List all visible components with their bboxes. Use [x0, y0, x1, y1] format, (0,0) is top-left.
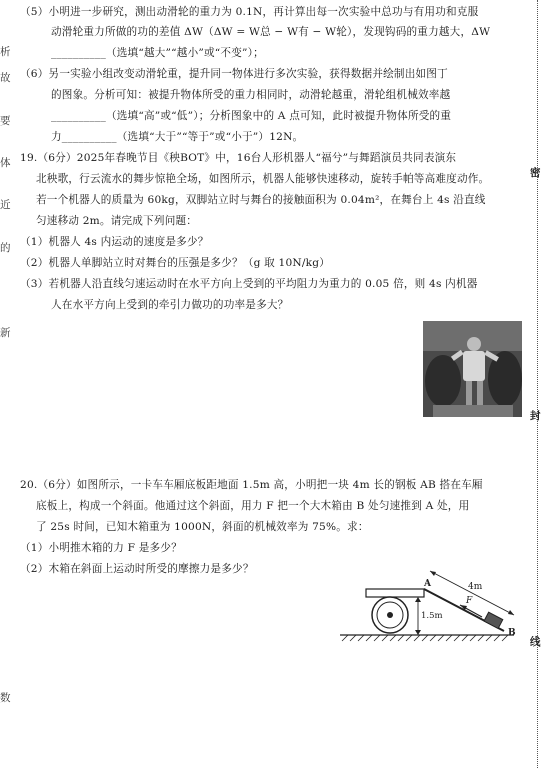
q19-sub3a: （3）若机器人沿直线匀速运动时在水平方向上受到的平均阻力为重力的 0.05 倍，则 4s 内机器	[20, 278, 478, 290]
robot-photo	[423, 321, 522, 417]
q19-line1: 19.（6分）2025年春晚节目《秧BOT》中，16台人形机器人“福兮”与舞蹈演员共同表演东	[20, 152, 457, 164]
q20-line1: 20.（6分）如图所示，一卡车车厢底板距地面 1.5m 高，小明把一块 4m 长的钢板 AB 搭在车厢	[20, 479, 483, 491]
q18-6-line4: 力__________（选填“大于”“等于”或“小于”）12N。	[51, 131, 304, 143]
q18-6-line3: __________（选填“高”或“低”）；分析图象中的 A 点可知，此时被提升物体所受的重	[51, 110, 452, 122]
seal-label: 封	[530, 410, 541, 422]
seal-label: 密	[530, 167, 541, 179]
q20-sub1: （1）小明推木箱的力 F 是多少？	[20, 542, 182, 554]
point-a-label: A	[424, 579, 431, 589]
q20-sub2: （2）木箱在斜面上运动时所受的摩擦力是多少？	[20, 563, 254, 575]
height-label: 1.5m	[421, 611, 443, 621]
margin-fragment: 近	[0, 199, 11, 211]
q20-line2: 底板上，构成一个斜面。他通过这个斜面，用力 F 把一个大木箱由 B 处匀速推到 A 处，用	[36, 500, 470, 512]
q19-line4: 匀速移动 2m。请完成下列问题：	[36, 215, 198, 227]
margin-fragment: 新	[0, 327, 11, 339]
margin-fragment: 故	[0, 72, 11, 84]
q18-5-line1: （5）小明进一步研究，测出动滑轮的重力为 0.1N，再计算出每一次实验中总功与有用功和克服	[20, 6, 479, 18]
q19-sub1: （1）机器人 4s 内运动的速度是多少？	[20, 236, 209, 248]
q18-5-line2: 动滑轮重力所做的功的差值 ΔW（ΔW = W总 − W有 − W轮），发现钩码的重力越大，ΔW	[51, 26, 491, 38]
margin-fragment: 体	[0, 157, 11, 169]
force-label: F	[466, 596, 473, 606]
q19-sub2: （2）机器人单脚站立时对舞台的压强是多少？（g 取 10N/kg）	[20, 257, 331, 269]
margin-fragment: 要	[0, 115, 11, 127]
q18-5-line3: __________（选填“越大”“越小”或“不变”）；	[51, 47, 264, 59]
margin-fragment: 的	[0, 242, 11, 254]
q19-sub3b: 人在水平方向上受到的牵引力做功的功率是多大？	[51, 299, 289, 311]
q19-line3: 若一个机器人的质量为 60kg，双脚站立时与舞台的接触面积为 0.04m²，在舞台上 4s 沿直线	[36, 194, 486, 206]
margin-fragment: 数	[0, 692, 11, 704]
q18-6-line1: （6）另一实验小组改变动滑轮重，提升同一物体进行多次实验，获得数据并绘制出如图丁	[20, 68, 448, 80]
point-b-label: B	[508, 628, 516, 638]
seal-label: 线	[530, 636, 541, 648]
length-label: 4m	[468, 582, 483, 592]
q19-line2: 北秧歌，行云流水的舞步惊艳全场，如图所示，机器人能够快速移动，旋转手帕等高难度动作。	[36, 173, 490, 185]
margin-fragment: 析	[0, 46, 11, 58]
binding-dotted-line	[537, 0, 538, 768]
q20-line3: 了 25s 时间，已知木箱重为 1000N，斜面的机械效率为 75%。求：	[36, 521, 369, 533]
incline-diagram	[338, 565, 518, 643]
q18-6-line2: 的图象。分析可知：被提升物体所受的重力相同时，动滑轮越重，滑轮组机械效率越	[51, 89, 451, 101]
